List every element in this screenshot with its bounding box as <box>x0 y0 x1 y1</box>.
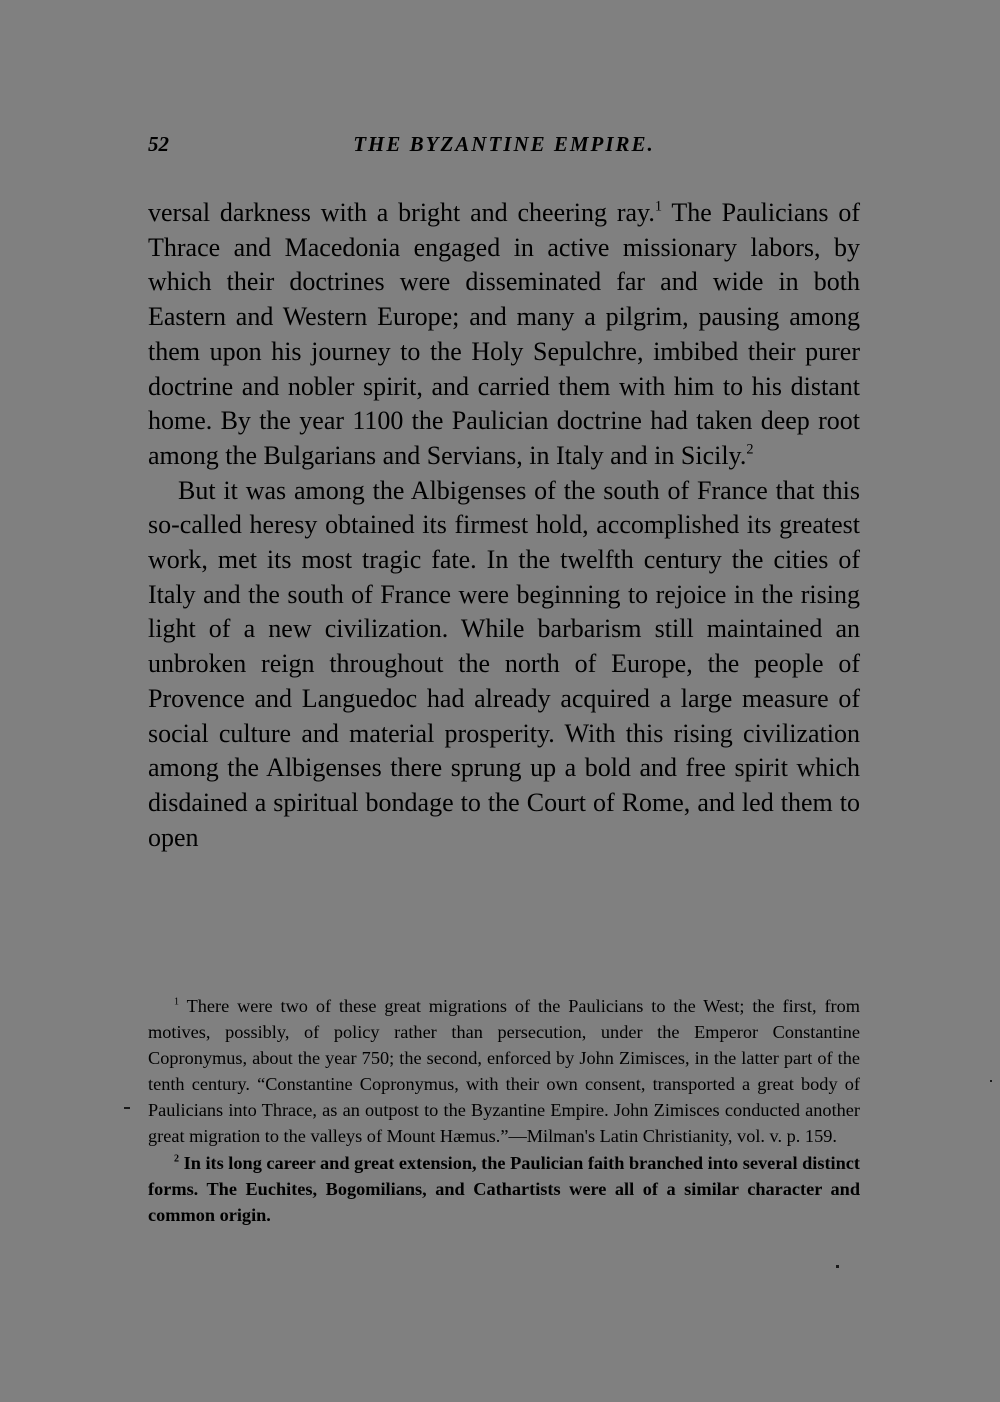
footnote-1-text: There were two of these great migrations of the Paulicians to the West; the first, from motives, possibly, of policy rather than persecution, under the Emperor Constantine Copronymus, about the year 750; the second, enforced by John Zimisces, in the latter part of the tenth century. “Constantine Copronymus, with their own consent, transported a great body of Paulicians into Thrace, as an outpost to the Byzantine Empire. John Zimisces conducted another great migration to the valleys of Mount Hæmus.”—Milman's Latin Christianity, vol. v. p. 159. <box>148 996 860 1147</box>
paragraph-2: But it was among the Albigenses of the south of France that this so-called heresy obtained its firmest hold, accomplished its greatest work, met its most tragic fate. In the twelfth century the cities of Italy and the south of France were beginning to rejoice in the rising light of a new civilization. While barbarism still maintained an unbroken reign throughout the north of Europe, the people of Provence and Languedoc had already acquired a large measure of social culture and material prosperity. With this rising civilization among the Albigenses there sprung up a bold and free spirit which disdained a spiritual bondage to the Court of Rome, and led them to open <box>148 475 860 852</box>
scan-speck <box>836 1265 839 1268</box>
paragraph-1-part-a: versal darkness with a bright and cheering ray. <box>148 198 655 227</box>
paragraph-1-part-b: The Paulicians of Thrace and Macedonia engaged in active missionary labors, by which their doctrines were disseminated far and wide in both Eastern and Western Europe; and many a pilgrim, pausing among them upon his journey to the Holy Sepulchre, imbibed their purer doctrine and nobler spirit, and carried them with him to his distant home. By the year 1100 the Paulician doctrine had taken deep root among the Bulgarians and Servians, in Italy and in Sicily. <box>148 198 860 470</box>
footnote-ref-1: 1 <box>654 198 662 215</box>
footnote-1 <box>148 993 860 1150</box>
footnote-2 <box>148 1150 860 1228</box>
running-title: THE BYZANTINE EMPIRE. <box>353 132 655 156</box>
footnote-2-text: In its long career and great extension, the Paulician faith branched into several distinct forms. The Euchites, Bogomilians, and Cathartists were all of a similar character and common origin. <box>148 1152 860 1225</box>
scan-speck <box>990 1080 992 1082</box>
paragraph-1 <box>148 196 860 474</box>
footnotes <box>148 993 860 1228</box>
page-header <box>148 132 860 166</box>
footnote-2-number: 2 <box>174 1153 180 1165</box>
page-number: 52 <box>148 132 169 156</box>
footnote-ref-2: 2 <box>746 441 754 458</box>
main-text <box>148 196 860 855</box>
footnote-1-number: 1 <box>174 996 180 1008</box>
scan-speck <box>124 1107 130 1109</box>
